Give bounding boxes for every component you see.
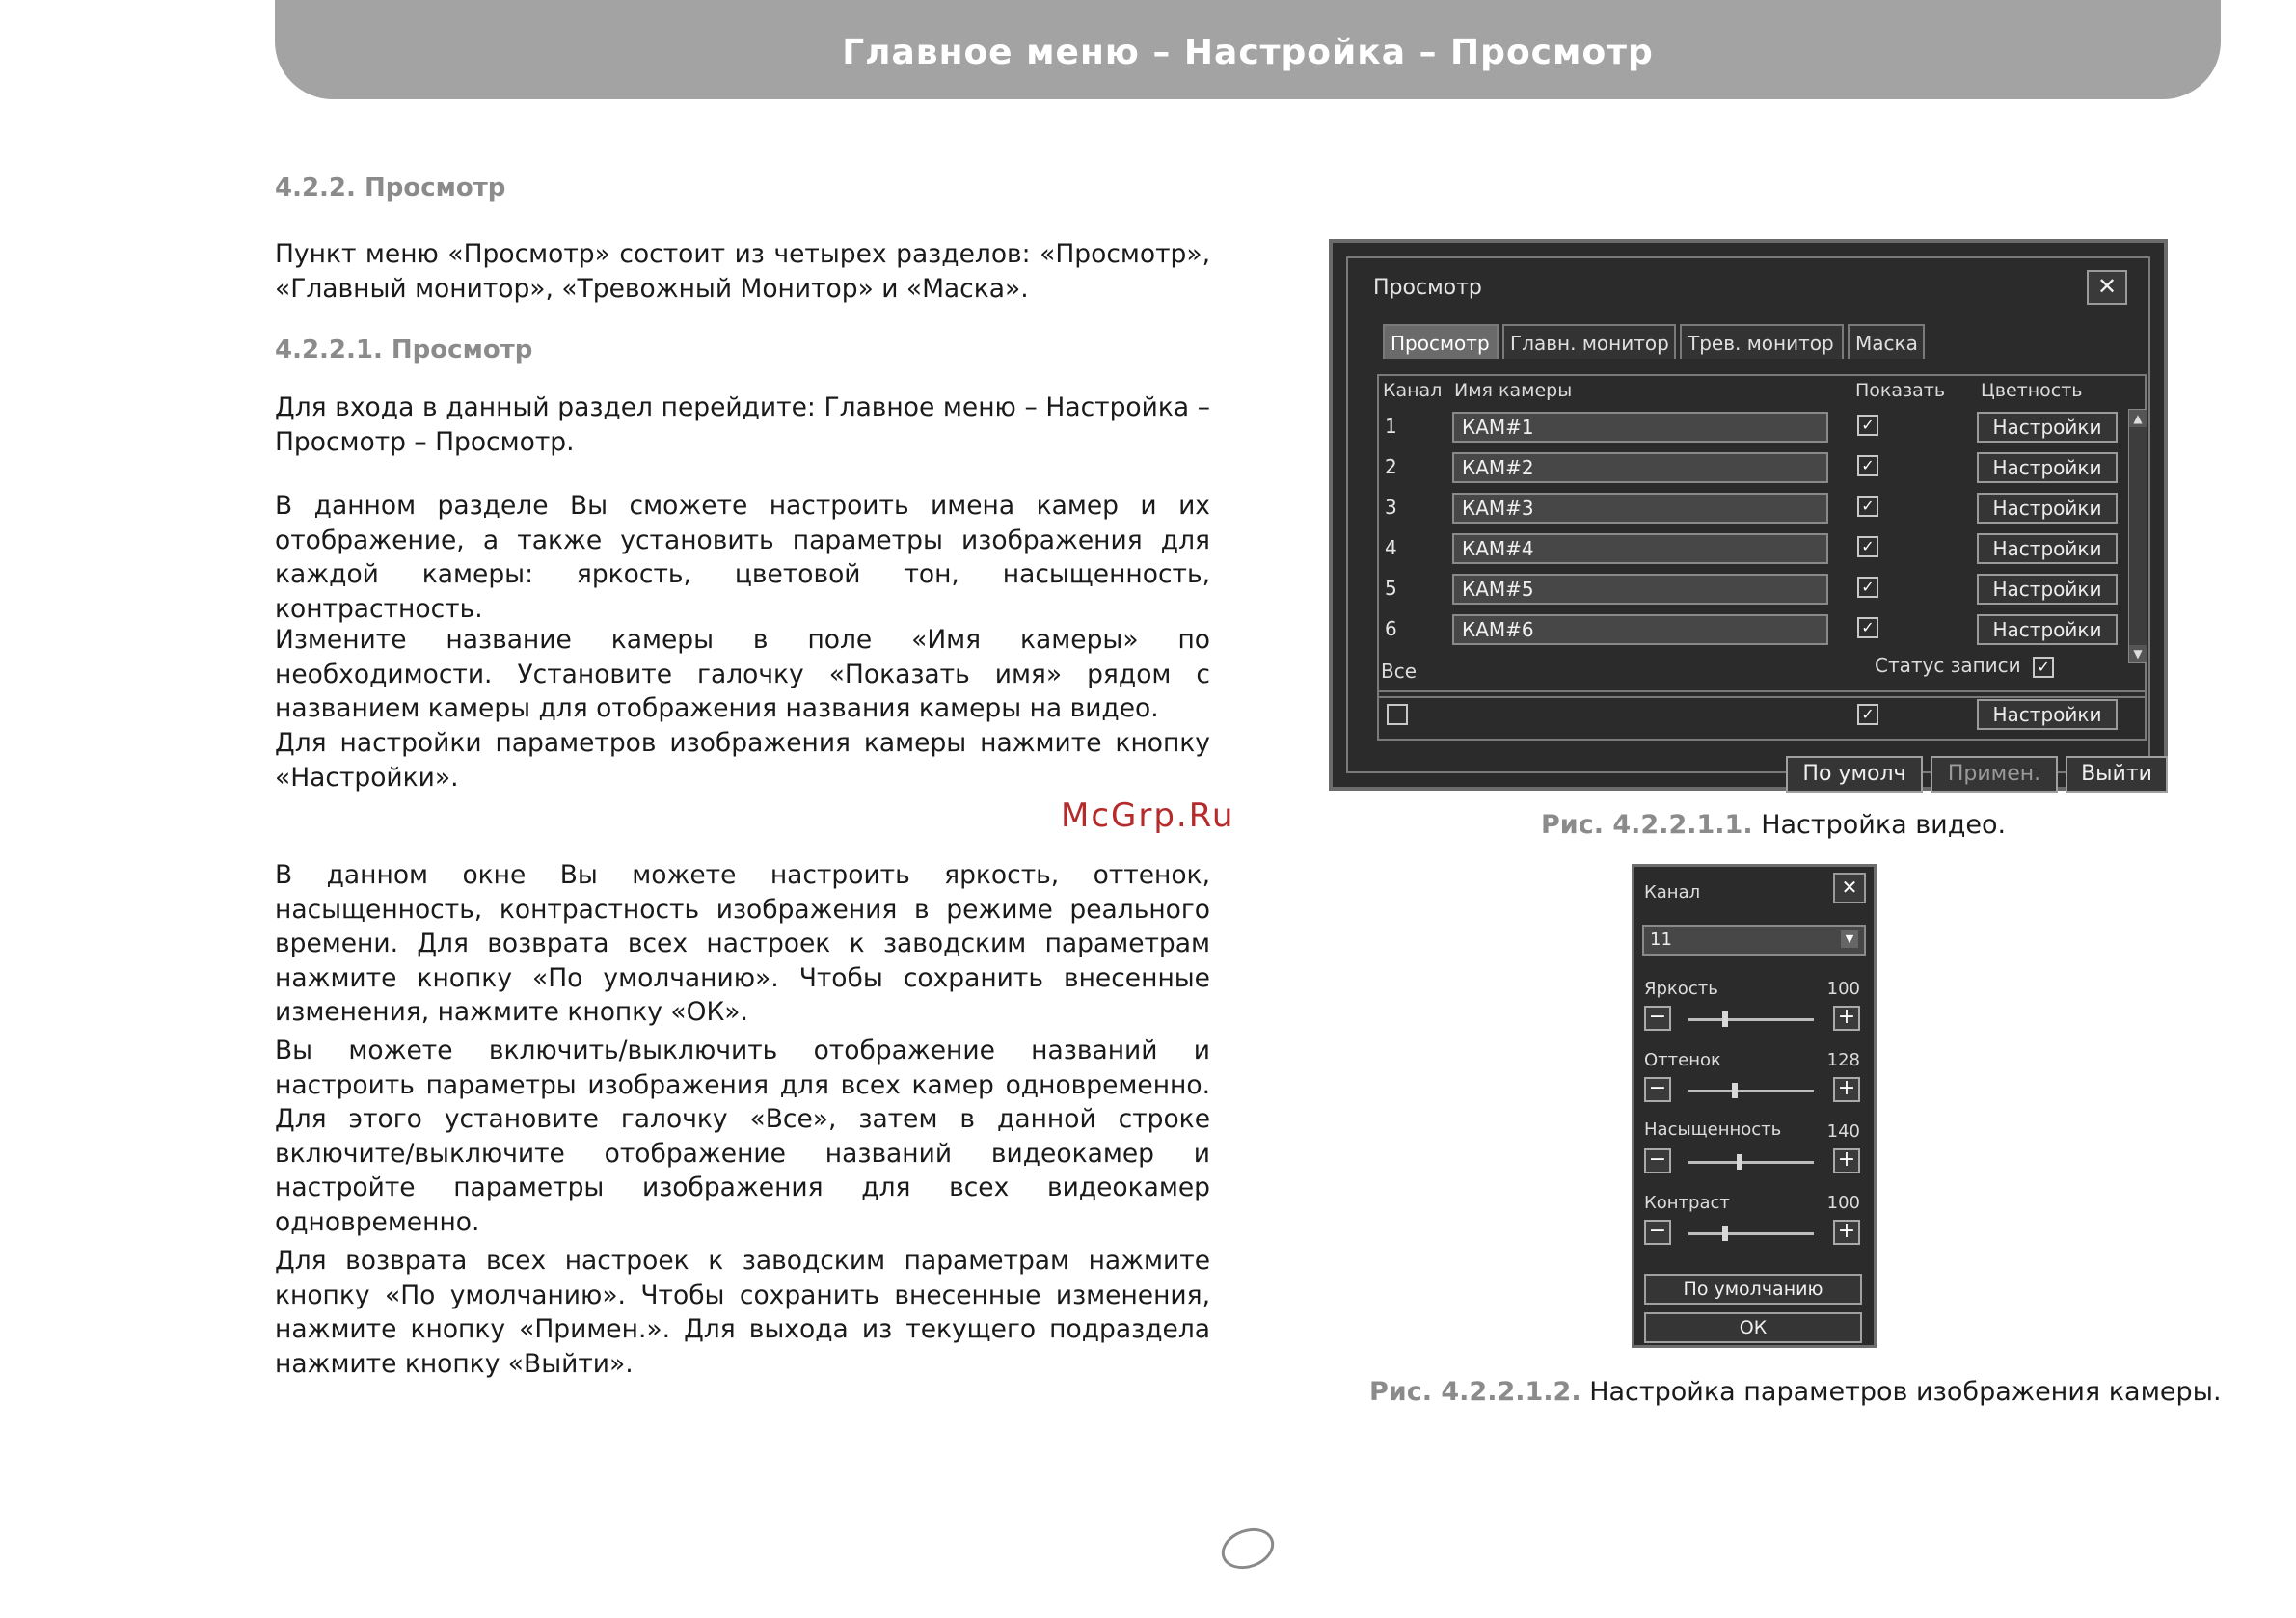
saturation-value: 140 xyxy=(1826,1121,1860,1142)
contrast-slider-handle[interactable] xyxy=(1722,1226,1728,1241)
tab-alarm-monitor[interactable]: Трев. монитор xyxy=(1680,324,1844,359)
paragraph-6: Вы можете включить/выключить отображение названий и настроить параметры изображения для всех камер одновременно. Для этого установите галочку «Все», затем в данной строке включите/выключите отображение названий видеокамер и настройте параметры изображения для всех видеокамер одновременно. xyxy=(275,1036,1210,1237)
hue-slider-handle[interactable] xyxy=(1732,1083,1738,1098)
all-select-checkbox[interactable] xyxy=(1387,704,1408,725)
show-name-checkbox[interactable]: ✓ xyxy=(1857,455,1878,476)
tab-mask[interactable]: Маска xyxy=(1848,324,1925,359)
all-show-name-checkbox[interactable]: ✓ xyxy=(1857,704,1878,725)
plus-icon[interactable]: + xyxy=(1833,1148,1860,1173)
column-header-show: Показать xyxy=(1855,380,1946,401)
all-cameras-row xyxy=(1377,690,2147,741)
paragraph-2: В данном разделе Вы сможете настроить имена камер и их отображение, а также установить параметры изображения для каждой камеры: яркость, цветовой тон, насыщенность, контрастность. xyxy=(275,491,1210,624)
paragraph-1: Для входа в данный раздел перейдите: Главное меню – Настройка – Просмотр – Просмотр. xyxy=(275,392,1210,457)
minus-icon[interactable]: − xyxy=(1644,1148,1671,1173)
paragraph-7: Для возврата всех настроек к заводским параметрам нажмите кнопку «По умолчанию». Чтобы сохранить внесенные изменения, нажмите кнопку «Примен.». Для выхода из текущего подраздела нажмите кнопку «Выйти». xyxy=(275,1246,1210,1379)
settings-button[interactable]: Настройки xyxy=(1977,412,2118,443)
header-title: Главное меню – Настройка – Просмотр xyxy=(842,33,1654,72)
table-row xyxy=(1379,449,2121,486)
figure-2-caption: Рис. 4.2.2.1.2. Настройка параметров изображения камеры. xyxy=(1369,1377,2222,1407)
contrast-slider-track[interactable] xyxy=(1688,1232,1814,1235)
table-row xyxy=(1379,530,2121,567)
show-name-checkbox[interactable]: ✓ xyxy=(1857,617,1878,638)
record-status-label: Статус записи ✓ xyxy=(1875,654,2054,678)
all-settings-button[interactable]: Настройки xyxy=(1977,699,2118,730)
table-row xyxy=(1379,571,2121,607)
close-icon[interactable]: ✕ xyxy=(1833,873,1866,903)
subsection-heading: 4.2.2.1. Просмотр xyxy=(275,336,533,364)
brightness-value: 100 xyxy=(1826,979,1860,999)
dialog-title: Просмотр xyxy=(1373,276,1482,300)
brightness-slider-handle[interactable] xyxy=(1722,1011,1728,1027)
channel-number: 1 xyxy=(1385,415,1397,438)
dialog-frame xyxy=(1346,256,2152,786)
image-settings-panel xyxy=(1632,864,1877,1348)
saturation-slider-track[interactable] xyxy=(1688,1161,1814,1164)
table-row xyxy=(1379,409,2121,445)
camera-name-field[interactable]: КАМ#3 xyxy=(1452,493,1828,524)
page-header xyxy=(275,0,2221,99)
settings-button[interactable]: Настройки xyxy=(1977,493,2118,524)
page-number-marker xyxy=(1216,1522,1280,1577)
settings-button[interactable]: Настройки xyxy=(1977,533,2118,564)
show-name-checkbox[interactable]: ✓ xyxy=(1857,577,1878,598)
column-header-camera-name: Имя камеры xyxy=(1454,380,1573,401)
minus-icon[interactable]: − xyxy=(1644,1077,1671,1102)
plus-icon[interactable]: + xyxy=(1833,1077,1860,1102)
table-scrollbar[interactable] xyxy=(2128,409,2147,663)
settings-button[interactable]: Настройки xyxy=(1977,452,2118,483)
close-icon[interactable]: ✕ xyxy=(2087,270,2127,305)
table-row xyxy=(1379,490,2121,526)
brightness-label: Яркость xyxy=(1644,979,1718,999)
camera-name-field[interactable]: КАМ#6 xyxy=(1452,614,1828,645)
channel-label: Канал xyxy=(1644,882,1701,903)
tab-main-monitor[interactable]: Главн. монитор xyxy=(1502,324,1676,359)
preview-dialog xyxy=(1329,239,2168,791)
table-row xyxy=(1379,611,2121,648)
minus-icon[interactable]: − xyxy=(1644,1220,1671,1245)
settings-button[interactable]: Настройки xyxy=(1977,574,2118,605)
channel-select[interactable]: 11 ▼ xyxy=(1642,925,1866,956)
ok-button[interactable]: ОК xyxy=(1644,1312,1862,1343)
paragraph-4: Для настройки параметров изображения камеры нажмите кнопку «Настройки». xyxy=(275,728,1210,793)
camera-name-field[interactable]: КАМ#1 xyxy=(1452,412,1828,443)
channel-number: 4 xyxy=(1385,536,1397,559)
show-name-checkbox[interactable]: ✓ xyxy=(1857,415,1878,436)
camera-name-field[interactable]: КАМ#4 xyxy=(1452,533,1828,564)
hue-value: 128 xyxy=(1826,1050,1860,1070)
show-name-checkbox[interactable]: ✓ xyxy=(1857,496,1878,517)
section-heading: 4.2.2. Просмотр xyxy=(275,174,506,202)
plus-icon[interactable]: + xyxy=(1833,1006,1860,1031)
default-button[interactable]: По умолчанию xyxy=(1644,1274,1862,1305)
camera-table xyxy=(1377,374,2147,698)
channel-number: 5 xyxy=(1385,577,1397,600)
contrast-value: 100 xyxy=(1826,1193,1860,1213)
settings-button[interactable]: Настройки xyxy=(1977,614,2118,645)
camera-name-field[interactable]: КАМ#5 xyxy=(1452,574,1828,605)
scroll-down-icon[interactable]: ▼ xyxy=(2129,645,2147,662)
hue-slider-track[interactable] xyxy=(1688,1090,1814,1092)
watermark: McGrp.Ru xyxy=(1061,796,1235,835)
plus-icon[interactable]: + xyxy=(1833,1220,1860,1245)
chevron-down-icon: ▼ xyxy=(1841,930,1858,948)
show-name-checkbox[interactable]: ✓ xyxy=(1857,536,1878,557)
tab-preview[interactable]: Просмотр xyxy=(1383,324,1499,359)
figure-1-caption: Рис. 4.2.2.1.1. Настройка видео. xyxy=(1541,810,2007,840)
minus-icon[interactable]: − xyxy=(1644,1006,1671,1031)
apply-button[interactable]: Примен. xyxy=(1931,756,2058,793)
brightness-slider-track[interactable] xyxy=(1688,1018,1814,1021)
paragraph-3: Измените название камеры в поле «Имя камеры» по необходимости. Установите галочку «Показать имя» рядом с названием камеры для отображения названия камеры на видео. xyxy=(275,625,1210,723)
scroll-up-icon[interactable]: ▲ xyxy=(2129,410,2147,427)
contrast-label: Контраст xyxy=(1644,1193,1730,1213)
saturation-label: Насыщенность xyxy=(1644,1119,1782,1140)
intro-paragraph: Пункт меню «Просмотр» состоит из четырех разделов: «Просмотр», «Главный монитор», «Тревожный Монитор» и «Маска». xyxy=(275,239,1210,304)
column-header-color: Цветность xyxy=(1981,380,2083,401)
exit-button[interactable]: Выйти xyxy=(2066,756,2168,793)
hue-label: Оттенок xyxy=(1644,1050,1721,1070)
default-button[interactable]: По умолч xyxy=(1786,756,1923,793)
column-header-channel: Канал xyxy=(1383,380,1443,401)
record-status-checkbox[interactable]: ✓ xyxy=(2033,657,2054,678)
camera-name-field[interactable]: КАМ#2 xyxy=(1452,452,1828,483)
saturation-slider-handle[interactable] xyxy=(1737,1154,1742,1170)
channel-number: 3 xyxy=(1385,496,1397,519)
all-label: Все xyxy=(1381,660,1418,683)
channel-number: 2 xyxy=(1385,455,1397,478)
paragraph-5: В данном окне Вы можете настроить яркость, оттенок, насыщенность, контрастность изображения в режиме реального времени. Для возврата всех настроек к заводским параметрам нажмите кнопку «По умолчанию». Чтобы сохранить внесенные изменения, нажмите кнопку «ОК». xyxy=(275,860,1210,1027)
channel-number: 6 xyxy=(1385,617,1397,640)
